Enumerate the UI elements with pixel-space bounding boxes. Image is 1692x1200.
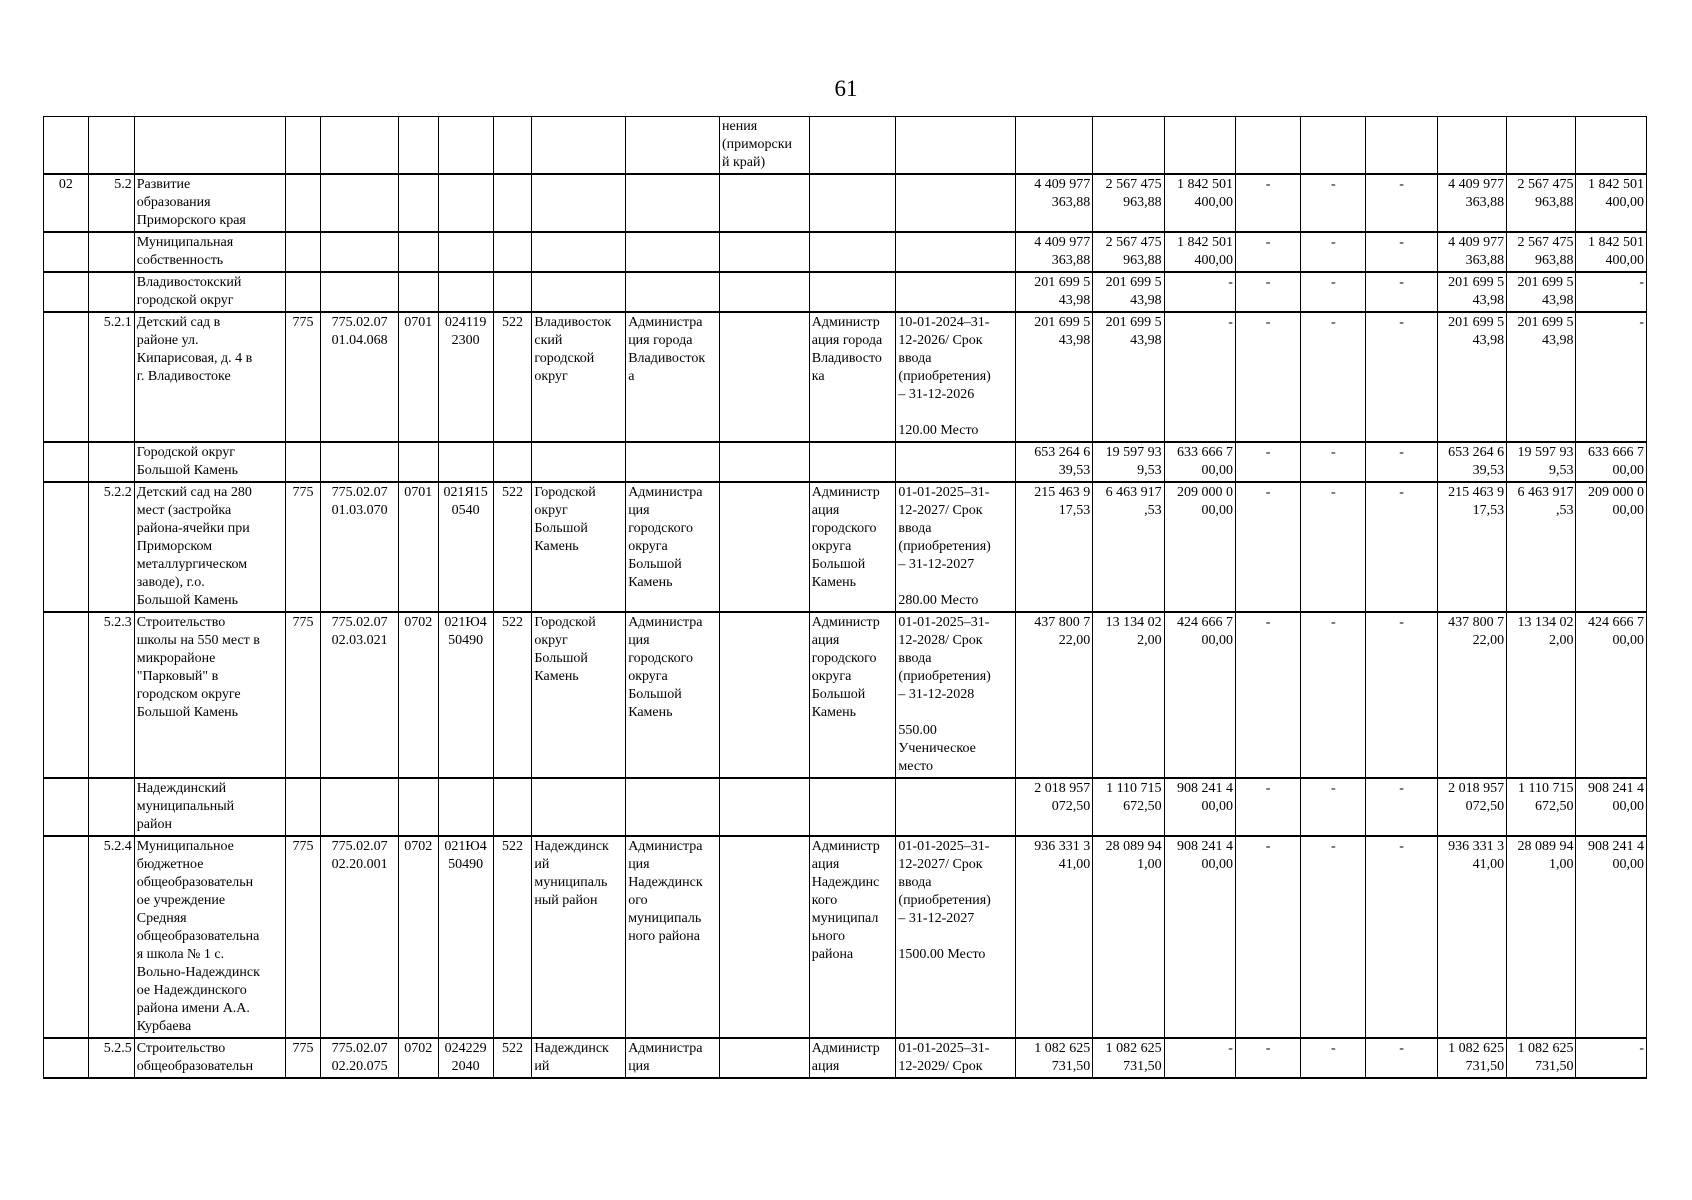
table-cell bbox=[896, 272, 1015, 312]
table-cell: 775 bbox=[285, 1038, 321, 1078]
table-cell: 4 409 977 363,88 bbox=[1015, 232, 1092, 272]
table-cell: - bbox=[1301, 482, 1366, 612]
table-cell: - bbox=[1235, 482, 1300, 612]
table-cell bbox=[44, 1038, 89, 1078]
table-cell: 424 666 7 00,00 bbox=[1164, 612, 1235, 778]
table-cell: 13 134 02 2,00 bbox=[1507, 612, 1576, 778]
table-cell bbox=[285, 778, 321, 836]
table-cell: Владивосток ский городской округ bbox=[532, 312, 626, 442]
table-cell: 0702 bbox=[398, 836, 438, 1038]
table-cell: 936 331 3 41,00 bbox=[1015, 836, 1092, 1038]
table-cell bbox=[720, 1038, 810, 1078]
table-cell bbox=[398, 442, 438, 482]
table-cell bbox=[321, 272, 398, 312]
table-cell: 775.02.07 02.20.075 bbox=[321, 1038, 398, 1078]
table-cell: Детский сад в районе ул. Кипарисовая, д. 4 в г. Владивостоке bbox=[134, 312, 285, 442]
table-cell: - bbox=[1235, 836, 1300, 1038]
table-cell: 2 018 957 072,50 bbox=[1437, 778, 1506, 836]
table-cell bbox=[720, 174, 810, 232]
table-cell: Городской округ Большой Камень bbox=[532, 482, 626, 612]
table-row bbox=[44, 612, 1647, 778]
table-cell: Городской округ Большой Камень bbox=[532, 612, 626, 778]
table-cell bbox=[720, 442, 810, 482]
table-cell bbox=[88, 232, 134, 272]
table-cell: - bbox=[1301, 272, 1366, 312]
table-cell bbox=[1366, 117, 1437, 175]
table-cell bbox=[88, 117, 134, 175]
table-cell bbox=[532, 174, 626, 232]
table-cell: 024119 2300 bbox=[438, 312, 493, 442]
table-cell bbox=[809, 442, 896, 482]
table-cell bbox=[134, 117, 285, 175]
table-cell: Владивостокский городской округ bbox=[134, 272, 285, 312]
table-cell: 2 567 475 963,88 bbox=[1093, 232, 1164, 272]
table-cell bbox=[398, 174, 438, 232]
table-cell: 01-01-2025–31- 12-2028/ Срок ввода (приобретения) – 31-12-2028 550.00 Ученическое место bbox=[896, 612, 1015, 778]
table-cell: 633 666 7 00,00 bbox=[1164, 442, 1235, 482]
table-cell bbox=[438, 442, 493, 482]
table-cell bbox=[321, 174, 398, 232]
table-cell: 775.02.07 02.03.021 bbox=[321, 612, 398, 778]
table-cell: 908 241 4 00,00 bbox=[1576, 836, 1647, 1038]
table-cell: Администр ация города Владивосто ка bbox=[809, 312, 896, 442]
table-cell: 1 842 501 400,00 bbox=[1164, 232, 1235, 272]
table-cell: 4 409 977 363,88 bbox=[1015, 174, 1092, 232]
table-cell bbox=[493, 174, 532, 232]
table-cell: 021Я15 0540 bbox=[438, 482, 493, 612]
table-cell: Развитие образования Приморского края bbox=[134, 174, 285, 232]
table-cell: - bbox=[1301, 836, 1366, 1038]
table-cell: 5.2 bbox=[88, 174, 134, 232]
table-cell: 1 842 501 400,00 bbox=[1576, 174, 1647, 232]
table-cell: 10-01-2024–31- 12-2026/ Срок ввода (приобретения) – 31-12-2026 120.00 Место bbox=[896, 312, 1015, 442]
table-cell bbox=[1164, 117, 1235, 175]
table-cell: 01-01-2025–31- 12-2027/ Срок ввода (приобретения) – 31-12-2027 1500.00 Место bbox=[896, 836, 1015, 1038]
table-cell: Администра ция городского округа Большой Камень bbox=[626, 482, 720, 612]
table-cell: 201 699 5 43,98 bbox=[1507, 312, 1576, 442]
table-cell bbox=[809, 174, 896, 232]
table-cell: 201 699 5 43,98 bbox=[1507, 272, 1576, 312]
table-cell: 653 264 6 39,53 bbox=[1015, 442, 1092, 482]
table-cell: - bbox=[1301, 778, 1366, 836]
table-cell: 01-01-2025–31- 12-2029/ Срок bbox=[896, 1038, 1015, 1078]
table-cell: 2 567 475 963,88 bbox=[1093, 174, 1164, 232]
table-cell: 201 699 5 43,98 bbox=[1093, 272, 1164, 312]
table-cell bbox=[532, 442, 626, 482]
table-cell: Надеждинск ий bbox=[532, 1038, 626, 1078]
table-cell: - bbox=[1366, 272, 1437, 312]
table-cell: 0701 bbox=[398, 312, 438, 442]
table-cell bbox=[493, 442, 532, 482]
table-cell bbox=[438, 778, 493, 836]
table-cell bbox=[44, 612, 89, 778]
table-cell bbox=[626, 272, 720, 312]
table-cell: Администра ция городского округа Большой Камень bbox=[626, 612, 720, 778]
table-cell: - bbox=[1366, 1038, 1437, 1078]
table-cell: - bbox=[1366, 174, 1437, 232]
table-cell: 1 082 625 731,50 bbox=[1093, 1038, 1164, 1078]
table-cell: 5.2.1 bbox=[88, 312, 134, 442]
table-cell bbox=[438, 232, 493, 272]
table-cell: 19 597 93 9,53 bbox=[1093, 442, 1164, 482]
table-cell bbox=[285, 174, 321, 232]
table-cell bbox=[321, 442, 398, 482]
table-cell: Муниципальное бюджетное общеобразовательн ое учреждение Средняя общеобразовательна я школа № 1 с. Вольно-Надеждинск ое Надеждинского района имени А.А. Курбаева bbox=[134, 836, 285, 1038]
table-cell bbox=[321, 232, 398, 272]
table-cell: 775 bbox=[285, 312, 321, 442]
table-cell: 908 241 4 00,00 bbox=[1164, 778, 1235, 836]
table-cell: - bbox=[1366, 482, 1437, 612]
table-cell: 1 082 625 731,50 bbox=[1437, 1038, 1506, 1078]
table-cell: 775 bbox=[285, 612, 321, 778]
table-row bbox=[44, 272, 1647, 312]
table-cell: 021Ю4 50490 bbox=[438, 836, 493, 1038]
table-cell bbox=[532, 117, 626, 175]
table-cell: Детский сад на 280 мест (застройка района-ячейки при Приморском металлургическом заводе), г.о. Большой Камень bbox=[134, 482, 285, 612]
table-cell: - bbox=[1301, 442, 1366, 482]
table-cell: Администр ация bbox=[809, 1038, 896, 1078]
table-cell: 021Ю4 50490 bbox=[438, 612, 493, 778]
table-cell: 775.02.07 01.03.070 bbox=[321, 482, 398, 612]
table-cell: 437 800 7 22,00 bbox=[1437, 612, 1506, 778]
table-cell: 4 409 977 363,88 bbox=[1437, 174, 1506, 232]
table-cell: 4 409 977 363,88 bbox=[1437, 232, 1506, 272]
table-row bbox=[44, 442, 1647, 482]
table-cell: 908 241 4 00,00 bbox=[1576, 778, 1647, 836]
table-cell bbox=[438, 174, 493, 232]
table-cell bbox=[398, 778, 438, 836]
page-number: 61 bbox=[834, 76, 858, 101]
table-cell: - bbox=[1301, 1038, 1366, 1078]
table-cell: - bbox=[1301, 174, 1366, 232]
table-cell: - bbox=[1235, 1038, 1300, 1078]
table-cell bbox=[532, 778, 626, 836]
table-cell: - bbox=[1301, 312, 1366, 442]
table-cell bbox=[626, 117, 720, 175]
table-cell: 437 800 7 22,00 bbox=[1015, 612, 1092, 778]
table-row bbox=[44, 117, 1647, 175]
table-cell: 775 bbox=[285, 482, 321, 612]
table-cell: 424 666 7 00,00 bbox=[1576, 612, 1647, 778]
table-cell: 522 bbox=[493, 312, 532, 442]
table-cell: Надеждинск ий муниципаль ный район bbox=[532, 836, 626, 1038]
table-cell: 02 bbox=[44, 174, 89, 232]
table-cell bbox=[532, 272, 626, 312]
table-cell bbox=[1576, 117, 1647, 175]
table-cell: 01-01-2025–31- 12-2027/ Срок ввода (приобретения) – 31-12-2027 280.00 Место bbox=[896, 482, 1015, 612]
table-cell bbox=[720, 836, 810, 1038]
table-cell: 5.2.4 bbox=[88, 836, 134, 1038]
table-cell: - bbox=[1235, 612, 1300, 778]
table-cell: 5.2.2 bbox=[88, 482, 134, 612]
table-cell bbox=[321, 117, 398, 175]
table-cell bbox=[720, 482, 810, 612]
table-cell: 5.2.3 bbox=[88, 612, 134, 778]
table-cell: 28 089 94 1,00 bbox=[1093, 836, 1164, 1038]
table-cell bbox=[44, 482, 89, 612]
table-cell: 13 134 02 2,00 bbox=[1093, 612, 1164, 778]
table-cell bbox=[44, 442, 89, 482]
table-cell bbox=[809, 272, 896, 312]
table-cell bbox=[44, 232, 89, 272]
table-cell bbox=[1301, 117, 1366, 175]
table-cell bbox=[1437, 117, 1506, 175]
table-cell: - bbox=[1366, 232, 1437, 272]
table-cell: Надеждинский муниципальный район bbox=[134, 778, 285, 836]
table-cell bbox=[720, 612, 810, 778]
table-row bbox=[44, 312, 1647, 442]
table-cell: - bbox=[1164, 312, 1235, 442]
table-cell: - bbox=[1301, 232, 1366, 272]
table-cell: 1 082 625 731,50 bbox=[1015, 1038, 1092, 1078]
table-cell: 2 018 957 072,50 bbox=[1015, 778, 1092, 836]
table-cell: 522 bbox=[493, 836, 532, 1038]
table-cell: 201 699 5 43,98 bbox=[1015, 312, 1092, 442]
table-row bbox=[44, 1038, 1647, 1078]
table-cell bbox=[896, 117, 1015, 175]
table-cell: - bbox=[1235, 174, 1300, 232]
table-cell: - bbox=[1235, 778, 1300, 836]
table-cell bbox=[626, 174, 720, 232]
table-cell: 215 463 9 17,53 bbox=[1437, 482, 1506, 612]
table-cell: 775 bbox=[285, 836, 321, 1038]
table-cell bbox=[809, 117, 896, 175]
table-cell: 0701 bbox=[398, 482, 438, 612]
table-cell bbox=[896, 442, 1015, 482]
table-cell bbox=[720, 232, 810, 272]
table-cell bbox=[720, 312, 810, 442]
table-cell bbox=[285, 272, 321, 312]
table-cell bbox=[809, 778, 896, 836]
table-cell: 6 463 917 ,53 bbox=[1507, 482, 1576, 612]
table-cell: 0702 bbox=[398, 1038, 438, 1078]
table-cell bbox=[1093, 117, 1164, 175]
table-cell: - bbox=[1164, 1038, 1235, 1078]
table-cell: 936 331 3 41,00 bbox=[1437, 836, 1506, 1038]
table-cell: - bbox=[1235, 232, 1300, 272]
table-cell: - bbox=[1576, 1038, 1647, 1078]
table-cell bbox=[626, 442, 720, 482]
table-cell: 775.02.07 02.20.001 bbox=[321, 836, 398, 1038]
table-cell: - bbox=[1366, 836, 1437, 1038]
table-cell bbox=[809, 232, 896, 272]
table-cell bbox=[285, 117, 321, 175]
table-cell: Администра ция города Владивосток а bbox=[626, 312, 720, 442]
table-cell: - bbox=[1235, 312, 1300, 442]
table-cell: 653 264 6 39,53 bbox=[1437, 442, 1506, 482]
table-cell: 215 463 9 17,53 bbox=[1015, 482, 1092, 612]
table-cell bbox=[285, 232, 321, 272]
table-cell bbox=[398, 272, 438, 312]
table-cell bbox=[438, 272, 493, 312]
table-cell: - bbox=[1576, 272, 1647, 312]
table-cell: - bbox=[1576, 312, 1647, 442]
table-cell: 28 089 94 1,00 bbox=[1507, 836, 1576, 1038]
table-cell bbox=[896, 232, 1015, 272]
table-cell bbox=[626, 778, 720, 836]
table-cell bbox=[720, 272, 810, 312]
table-cell: 5.2.5 bbox=[88, 1038, 134, 1078]
table-cell bbox=[44, 778, 89, 836]
table-cell bbox=[493, 778, 532, 836]
table-cell: 1 842 501 400,00 bbox=[1576, 232, 1647, 272]
table-cell: 024229 2040 bbox=[438, 1038, 493, 1078]
table-cell bbox=[1235, 117, 1300, 175]
table-cell: 1 842 501 400,00 bbox=[1164, 174, 1235, 232]
table-cell bbox=[321, 778, 398, 836]
table-cell: 209 000 0 00,00 bbox=[1164, 482, 1235, 612]
table-cell: 19 597 93 9,53 bbox=[1507, 442, 1576, 482]
table-cell bbox=[896, 174, 1015, 232]
table-cell: Администр ация городского округа Большой Камень bbox=[809, 482, 896, 612]
table-row bbox=[44, 174, 1647, 232]
table-cell bbox=[285, 442, 321, 482]
table-cell: 1 110 715 672,50 bbox=[1507, 778, 1576, 836]
table-cell bbox=[44, 312, 89, 442]
table-cell: Муниципальная собственность bbox=[134, 232, 285, 272]
table-cell bbox=[398, 232, 438, 272]
table-cell bbox=[44, 117, 89, 175]
table-row bbox=[44, 778, 1647, 836]
table-cell: 908 241 4 00,00 bbox=[1164, 836, 1235, 1038]
table-cell bbox=[720, 778, 810, 836]
table-cell bbox=[44, 272, 89, 312]
table-cell: 522 bbox=[493, 482, 532, 612]
table-cell: 201 699 5 43,98 bbox=[1437, 312, 1506, 442]
program-table bbox=[43, 116, 1647, 1079]
table-cell bbox=[896, 778, 1015, 836]
table-cell: нения (приморски й край) bbox=[720, 117, 810, 175]
table-cell: 522 bbox=[493, 612, 532, 778]
table-cell: 633 666 7 00,00 bbox=[1576, 442, 1647, 482]
table-cell bbox=[1507, 117, 1576, 175]
table-cell: Городской округ Большой Камень bbox=[134, 442, 285, 482]
table-cell: - bbox=[1164, 272, 1235, 312]
table-cell bbox=[1015, 117, 1092, 175]
table-cell: 209 000 0 00,00 bbox=[1576, 482, 1647, 612]
table-row bbox=[44, 482, 1647, 612]
table-cell: 775.02.07 01.04.068 bbox=[321, 312, 398, 442]
table-cell: - bbox=[1366, 778, 1437, 836]
table-cell bbox=[493, 117, 532, 175]
table-cell bbox=[88, 778, 134, 836]
table-row bbox=[44, 232, 1647, 272]
table-cell: Администра ция bbox=[626, 1038, 720, 1078]
table-cell bbox=[88, 442, 134, 482]
table-cell: - bbox=[1235, 272, 1300, 312]
table-cell: Строительство школы на 550 мест в микрорайоне "Парковый" в городском округе Большой Камень bbox=[134, 612, 285, 778]
table-cell: Администра ция Надеждинск ого муниципаль ного района bbox=[626, 836, 720, 1038]
table-cell: - bbox=[1366, 312, 1437, 442]
table-cell: 0702 bbox=[398, 612, 438, 778]
table-cell: 1 110 715 672,50 bbox=[1093, 778, 1164, 836]
table-cell bbox=[626, 232, 720, 272]
table-cell: - bbox=[1366, 442, 1437, 482]
table-cell bbox=[88, 272, 134, 312]
table-cell: 1 082 625 731,50 bbox=[1507, 1038, 1576, 1078]
table-cell: 6 463 917 ,53 bbox=[1093, 482, 1164, 612]
table-cell: Строительство общеобразовательн bbox=[134, 1038, 285, 1078]
table-cell: 2 567 475 963,88 bbox=[1507, 174, 1576, 232]
table-cell: 522 bbox=[493, 1038, 532, 1078]
table-cell: 201 699 5 43,98 bbox=[1437, 272, 1506, 312]
table-cell: 201 699 5 43,98 bbox=[1093, 312, 1164, 442]
table-cell: 2 567 475 963,88 bbox=[1507, 232, 1576, 272]
table-cell bbox=[532, 232, 626, 272]
table-cell: 201 699 5 43,98 bbox=[1015, 272, 1092, 312]
table-cell bbox=[438, 117, 493, 175]
table-cell: Администр ация городского округа Большой Камень bbox=[809, 612, 896, 778]
table-cell bbox=[398, 117, 438, 175]
table-row bbox=[44, 836, 1647, 1038]
table-cell: - bbox=[1235, 442, 1300, 482]
table-cell bbox=[44, 836, 89, 1038]
table-cell: Администр ация Надеждинс кого муниципал ьного района bbox=[809, 836, 896, 1038]
table-cell: - bbox=[1301, 612, 1366, 778]
table-cell: - bbox=[1366, 612, 1437, 778]
table-cell bbox=[493, 232, 532, 272]
table-cell bbox=[493, 272, 532, 312]
